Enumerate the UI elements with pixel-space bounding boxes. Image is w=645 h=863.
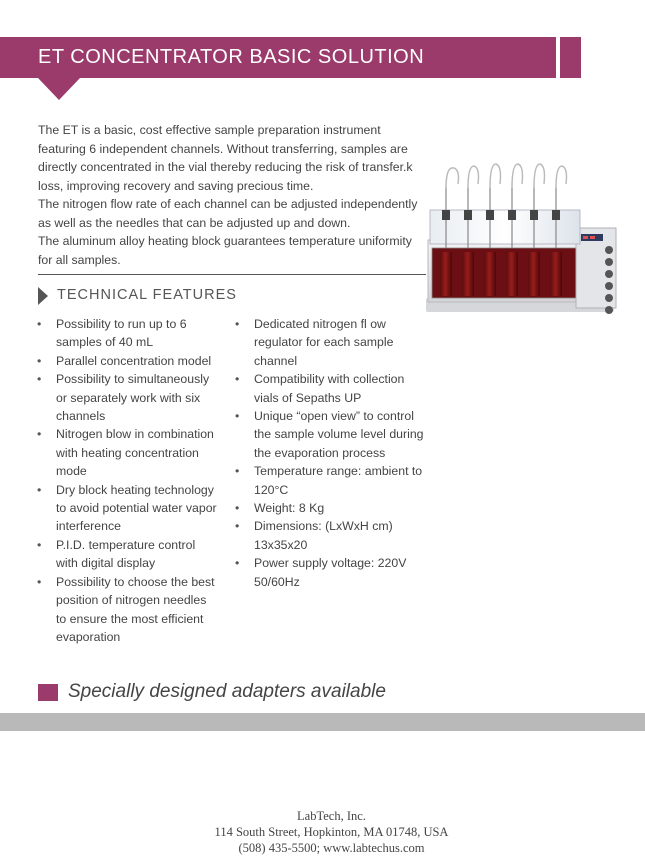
banner-pointer <box>38 78 80 100</box>
section-heading-label: TECHNICAL FEATURES <box>57 287 237 303</box>
list-item-text: Weight: 8 Kg <box>254 501 325 516</box>
knob <box>605 306 613 314</box>
list-item-text: Possibility to choose the best position of nitrogen needles to ensure the most efficient evaporation <box>56 574 215 644</box>
vial <box>528 252 540 296</box>
footer-company: LabTech, Inc. <box>297 809 366 823</box>
list-item-text: Temperature range: ambient to 120°C <box>254 464 423 497</box>
list-item-text: Nitrogen blow in combination with heating concentration mode <box>56 427 214 479</box>
list-item <box>235 315 425 370</box>
features-list-right <box>235 315 425 591</box>
list-item-text: Possibility to run up to 6 samples of 40 mL <box>56 317 187 350</box>
bullet: • <box>37 482 42 497</box>
list-item-text: Power supply voltage: 220V 50/60Hz <box>254 556 407 589</box>
list-item-text: P.I.D. temperature control with digital display <box>56 537 196 571</box>
intro-line: for all samples. <box>38 252 121 267</box>
list-item <box>235 407 425 462</box>
bullet: • <box>235 317 240 331</box>
bullet: • <box>235 409 240 424</box>
list-item <box>37 481 219 536</box>
list-item <box>37 315 219 352</box>
list-item-text: Dimensions: (LxWxH cm) 13x35x20 <box>254 519 393 552</box>
page-title: ET CONCENTRATOR BASIC SOLUTION <box>38 46 425 68</box>
intro-line: loss, improving recovery and saving precious time. <box>38 178 314 193</box>
intro-line: The ET is a basic, cost effective sample preparation instrument <box>38 123 381 137</box>
list-item-text: Possibility to simultaneously or separately work with six channels <box>56 372 210 424</box>
list-item <box>235 517 425 554</box>
intro-paragraph <box>38 121 418 269</box>
bullet: • <box>235 519 240 534</box>
concentrator-product-image <box>420 158 620 320</box>
bullet: • <box>37 372 42 387</box>
vial <box>506 252 518 296</box>
knob <box>605 294 613 302</box>
list-item <box>235 370 425 407</box>
footer-address: 114 South Street, Hopkinton, MA 01748, USA <box>214 825 449 839</box>
adapters-callout: Specially designed adapters available <box>68 681 386 702</box>
adapter-square-icon <box>38 684 58 701</box>
bullet: • <box>37 353 42 368</box>
bullet: • <box>37 427 42 442</box>
list-item-text: Dedicated nitrogen fl ow regulator for each sample channel <box>254 317 394 368</box>
vial <box>484 252 496 296</box>
intro-line: The aluminum alloy heating block guarantees temperature uniformity <box>38 234 412 248</box>
bullet: • <box>235 501 240 516</box>
bullet: • <box>235 464 240 479</box>
footer-contact: (508) 435-5500; www.labtechus.com <box>238 841 425 855</box>
bullet: • <box>235 556 240 571</box>
list-item <box>37 352 219 370</box>
list-item <box>37 370 219 425</box>
knob <box>605 282 613 290</box>
knob <box>605 246 613 254</box>
list-item-text: Compatibility with collection vials of Sepaths UP <box>254 372 405 405</box>
list-item-text: Dry block heating technology to avoid potential water vapor interference <box>56 482 217 534</box>
vial <box>440 252 452 296</box>
intro-line: directly concentrated in the vial thereby reducing the risk of transfer.k <box>38 160 413 174</box>
bullet: • <box>37 574 42 589</box>
vial <box>550 252 562 296</box>
list-item <box>37 425 219 480</box>
list-item <box>235 499 425 517</box>
list-item-text: Unique “open view” to control the sample volume level during the evaporation process <box>254 409 424 460</box>
bullet: • <box>37 537 42 552</box>
list-item-text: Parallel concentration model <box>56 353 212 368</box>
vial <box>462 252 474 296</box>
intro-line: as well as the needles that can be adjusted up and down. <box>38 215 351 230</box>
intro-line: The nitrogen flow rate of each channel can be adjusted independently <box>38 197 418 211</box>
section-divider <box>38 274 426 275</box>
triangle-marker-icon <box>38 287 48 305</box>
title-banner <box>0 37 556 78</box>
intro-line: featuring 6 independent channels. Without transferring, samples are <box>38 141 408 156</box>
footer <box>0 808 645 856</box>
features-list-left <box>37 315 219 646</box>
banner-tab <box>560 37 581 78</box>
list-item <box>235 554 425 591</box>
knob <box>605 270 613 278</box>
list-item <box>37 573 219 647</box>
bullet: • <box>37 317 42 331</box>
list-item <box>235 462 425 499</box>
list-item <box>37 536 219 573</box>
grey-separator-bar <box>0 713 645 731</box>
knob <box>605 258 613 266</box>
bullet: • <box>235 372 240 387</box>
